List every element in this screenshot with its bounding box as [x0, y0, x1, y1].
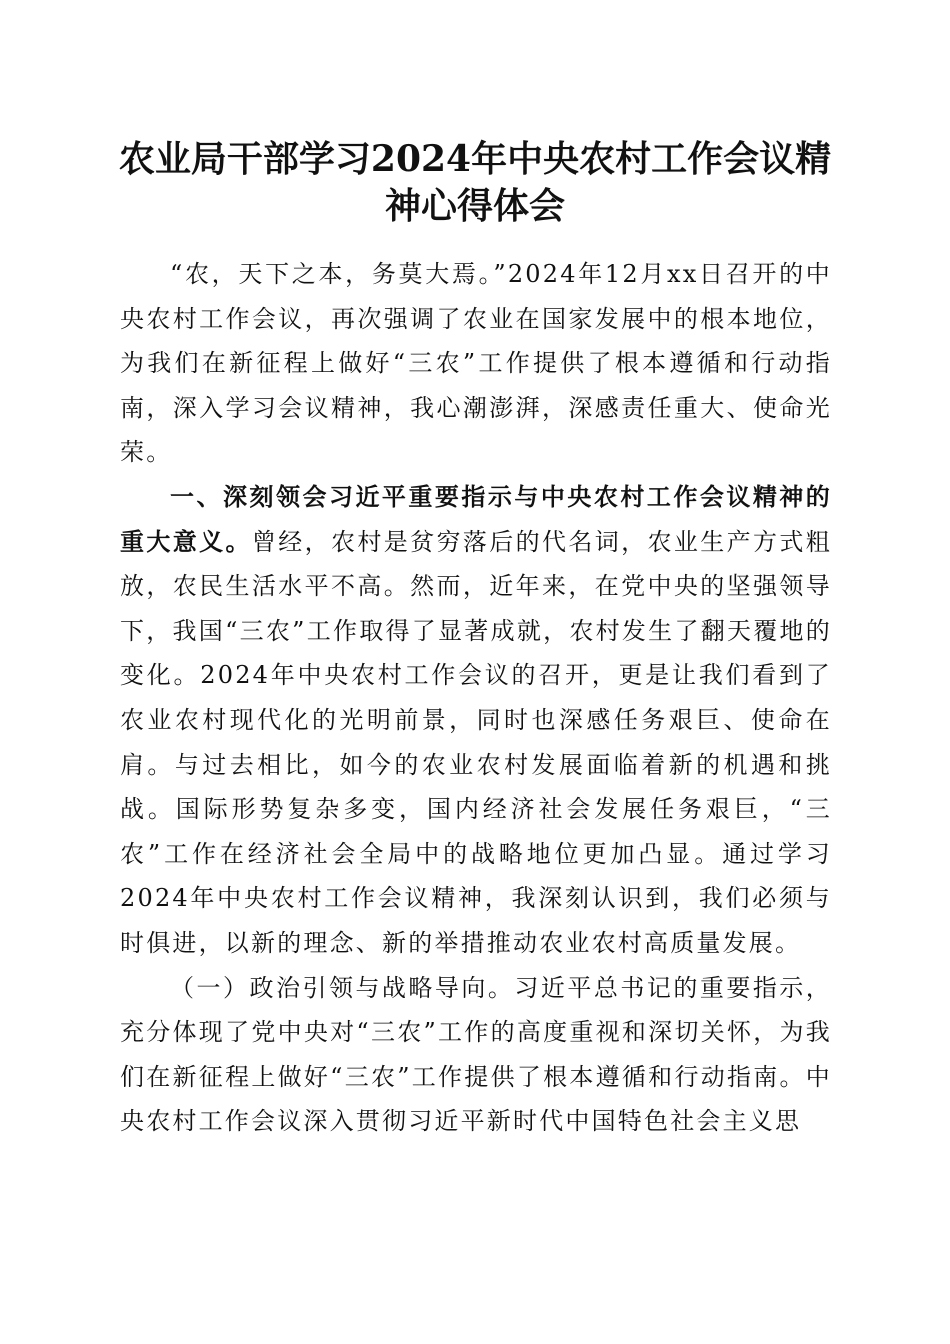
document-body — [120, 252, 832, 1144]
section-heading: 一、深刻领会习近平重要指示与中央农村工作会议精神的重大意义。 — [120, 481, 832, 556]
paragraph-text: （一）政治引领与战略导向。习近平总书记的重要指示，充分体现了党中央对“三农”工作的高度重视和深切关怀，为我们在新征程上做好“三农”工作提供了根本遵循和行动指南。中央农村工作会议深入贯彻习近平新时代中国特色社会主义思 — [120, 973, 832, 1136]
paragraph-text: “农，天下之本，务莫大焉。”2024年12月xx日召开的中央农村工作会议，再次强调了农业在国家发展中的根本地位，为我们在新征程上做好“三农”工作提供了根本遵循和行动指南，深入学习会议精神，我心潮澎湃，深感责任重大、使命光荣。 — [120, 260, 832, 467]
paragraph-intro — [120, 252, 832, 475]
paragraph-subsection-one — [120, 966, 832, 1144]
paragraph-text: 曾经，农村是贫穷落后的代名词，农业生产方式粗放，农民生活水平不高。然而，近年来，在党中央的坚强领导下，我国“三农”工作取得了显著成就，农村发生了翻天覆地的变化。2024年中央农村工作会议的召开，更是让我们看到了农业农村现代化的光明前景，同时也深感任务艰巨、使命在肩。与过去相比，如今的农业农村发展面临着新的机遇和挑战。国际形势复杂多变，国内经济社会发展任务艰巨，“三农”工作在经济社会全局中的战略地位更加凸显。通过学习2024年中央农村工作会议精神，我深刻认识到，我们必须与时俱进，以新的理念、新的举措推动农业农村高质量发展。 — [120, 527, 832, 957]
paragraph-section-one — [120, 475, 832, 966]
document-title: 农业局干部学习2024年中央农村工作会议精神心得体会 — [118, 138, 832, 227]
